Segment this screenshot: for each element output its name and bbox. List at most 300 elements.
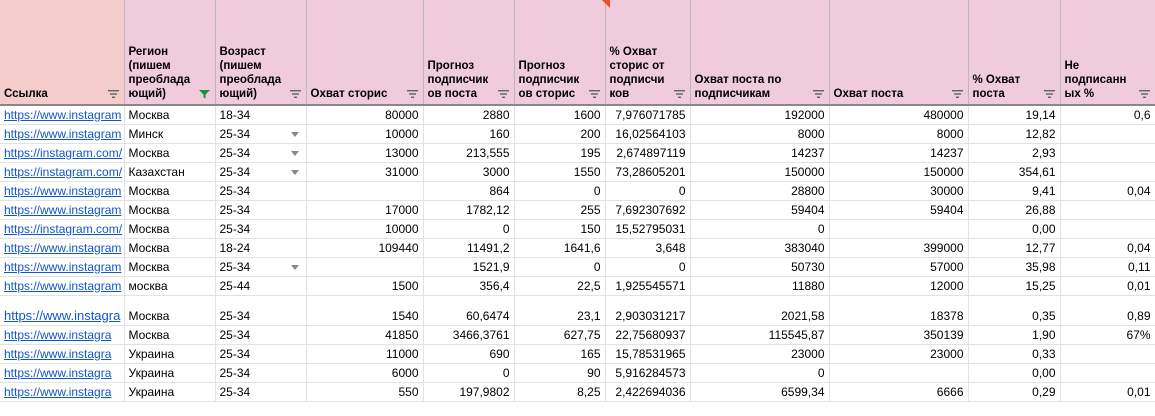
cell-link[interactable]	[0, 219, 124, 238]
cell-post-reach-pct[interactable]	[968, 162, 1060, 181]
cell-post-reach[interactable]	[829, 124, 968, 143]
cell-post-reach[interactable]	[829, 162, 968, 181]
cell-story-reach[interactable]	[306, 143, 423, 162]
cell-age[interactable]	[215, 181, 306, 200]
cell-value: 25-34	[219, 164, 251, 179]
cell-value: 11491,2	[467, 240, 510, 255]
cell-link[interactable]	[0, 363, 124, 382]
cell-value: Москва	[128, 107, 170, 122]
table-row	[0, 181, 1155, 200]
cell-value: Москва	[128, 308, 170, 323]
filter-icon[interactable]	[673, 89, 686, 99]
cell-post-reach[interactable]	[829, 295, 968, 325]
filter-icon[interactable]	[951, 89, 964, 99]
cell-post-forecast[interactable]	[423, 257, 514, 276]
cell-story-forecast[interactable]	[514, 124, 605, 143]
cell-not-subscribed[interactable]	[1060, 257, 1155, 276]
cell-value: 57000	[930, 259, 964, 274]
cell-not-subscribed[interactable]	[1060, 143, 1155, 162]
cell-value: 17000	[385, 202, 419, 217]
cell-post-forecast[interactable]	[423, 124, 514, 143]
cell-region[interactable]	[124, 276, 215, 295]
cell-value: 0,33	[1032, 346, 1056, 361]
cell-value: 25-34	[219, 202, 251, 217]
header-row	[0, 0, 1155, 105]
cell-value: 1521,9	[472, 259, 510, 274]
cell-story-reach[interactable]	[306, 325, 423, 344]
cell-age[interactable]	[215, 238, 306, 257]
cell-not-subscribed[interactable]	[1060, 238, 1155, 257]
cell-region[interactable]	[124, 344, 215, 363]
cell-value: 25-34	[219, 308, 251, 323]
cell-story-reach-pct[interactable]	[605, 143, 690, 162]
cell-value: 13000	[385, 145, 419, 160]
cell-story-reach-pct[interactable]	[605, 181, 690, 200]
cell-post-reach[interactable]	[829, 238, 968, 257]
cell-value: 6599,34	[781, 384, 825, 399]
cell-value: https://www.instagra	[4, 346, 112, 361]
cell-post-forecast[interactable]	[423, 219, 514, 238]
cell-value: 26,88	[1025, 202, 1056, 217]
cell-link[interactable]	[0, 143, 124, 162]
cell-story-forecast[interactable]	[514, 238, 605, 257]
cell-post-reach-pct[interactable]	[968, 325, 1060, 344]
cell-value: 59404	[930, 202, 964, 217]
cell-value: 690	[489, 346, 510, 361]
column-header-label: Возраст (пишем преоблада ющий)	[219, 46, 282, 100]
cell-value: https://www.instagram	[4, 183, 122, 198]
cell-post-reach[interactable]	[829, 181, 968, 200]
cell-story-reach-pct[interactable]	[605, 124, 690, 143]
table-row	[0, 124, 1155, 143]
cell-link[interactable]	[0, 124, 124, 143]
column-header-region[interactable]	[124, 0, 215, 105]
cell-value: Москва	[128, 202, 170, 217]
cell-value: 8,25	[577, 384, 601, 399]
cell-age[interactable]	[215, 344, 306, 363]
cell-post-forecast[interactable]	[423, 276, 514, 295]
cell-value: 195	[580, 145, 601, 160]
cell-region[interactable]	[124, 325, 215, 344]
column-header-post-forecast[interactable]	[423, 0, 514, 105]
cell-value: 150	[580, 221, 601, 236]
cell-post-forecast[interactable]	[423, 105, 514, 124]
cell-value: 8000	[797, 126, 825, 141]
cell-age[interactable]	[215, 200, 306, 219]
cell-value: 192000	[784, 107, 825, 122]
cell-value: https://www.instagra	[4, 307, 121, 323]
cell-post-forecast[interactable]	[423, 181, 514, 200]
cell-not-subscribed[interactable]	[1060, 344, 1155, 363]
cell-story-forecast[interactable]	[514, 363, 605, 382]
cell-story-reach-pct[interactable]	[605, 325, 690, 344]
cell-link[interactable]	[0, 257, 124, 276]
cell-value: 0,01	[1127, 278, 1151, 293]
cell-link[interactable]	[0, 344, 124, 363]
cell-value: 1,90	[1032, 327, 1056, 342]
cell-post-reach-pct[interactable]	[968, 124, 1060, 143]
cell-post-reach-pct[interactable]	[968, 295, 1060, 325]
column-header-label: Охват поста	[833, 88, 904, 100]
cell-value: 0,01	[1127, 384, 1151, 399]
cell-story-reach-pct[interactable]	[605, 295, 690, 325]
cell-story-forecast[interactable]	[514, 276, 605, 295]
cell-story-forecast[interactable]	[514, 344, 605, 363]
cell-link[interactable]	[0, 325, 124, 344]
cell-age[interactable]	[215, 219, 306, 238]
cell-region[interactable]	[124, 363, 215, 382]
column-header-label: Охват поста по подписчикам	[694, 74, 782, 100]
cell-value: https://www.instagram	[4, 259, 122, 274]
cell-region[interactable]	[124, 219, 215, 238]
filter-icon[interactable]	[1138, 89, 1151, 99]
cell-value: 0,89	[1127, 308, 1151, 323]
cell-link[interactable]	[0, 162, 124, 181]
cell-post-forecast[interactable]	[423, 325, 514, 344]
cell-value: 5,916284573	[615, 365, 686, 380]
cell-post-reach-subs[interactable]	[690, 276, 829, 295]
grid-body	[0, 105, 1155, 401]
cell-value: Казахстан	[128, 164, 185, 179]
cell-story-reach[interactable]	[306, 295, 423, 325]
cell-story-reach-pct[interactable]	[605, 382, 690, 401]
cell-age[interactable]	[215, 363, 306, 382]
cell-post-forecast[interactable]	[423, 382, 514, 401]
cell-story-reach-pct[interactable]	[605, 105, 690, 124]
cell-value: 0	[502, 221, 510, 236]
cell-value: 10000	[385, 126, 419, 141]
cell-value: 8000	[936, 126, 964, 141]
cell-story-reach[interactable]	[306, 181, 423, 200]
cell-value: 0	[593, 259, 601, 274]
cell-story-reach-pct[interactable]	[605, 276, 690, 295]
cell-value: 197,9802	[459, 384, 510, 399]
cell-value: 16,02564103	[615, 126, 686, 141]
cell-not-subscribed[interactable]	[1060, 325, 1155, 344]
cell-value: 6666	[936, 384, 964, 399]
cell-value: 3,648	[655, 240, 686, 255]
column-header-post-reach-subs[interactable]	[690, 0, 829, 105]
filter-icon[interactable]	[289, 89, 302, 99]
cell-region[interactable]	[124, 382, 215, 401]
cell-value: 9,41	[1032, 183, 1056, 198]
cell-value: 3000	[482, 164, 510, 179]
cell-value: 28800	[791, 183, 825, 198]
cell-story-forecast[interactable]	[514, 162, 605, 181]
cell-value: 1540	[391, 308, 419, 323]
cell-age[interactable]	[215, 162, 306, 181]
cell-post-reach-pct[interactable]	[968, 382, 1060, 401]
cell-not-subscribed[interactable]	[1060, 276, 1155, 295]
filter-active-icon[interactable]	[198, 89, 211, 99]
column-header-label: Регион (пишем преоблада ющий)	[128, 46, 191, 100]
table-row	[0, 325, 1155, 344]
cell-post-reach-pct[interactable]	[968, 276, 1060, 295]
cell-value: 356,4	[479, 278, 510, 293]
cell-value: 2021,58	[781, 308, 825, 323]
column-header-label: Прогноз подписчик ов поста	[427, 60, 489, 100]
filter-icon[interactable]	[1043, 89, 1056, 99]
cell-region[interactable]	[124, 162, 215, 181]
cell-age[interactable]	[215, 276, 306, 295]
cell-story-reach[interactable]	[306, 363, 423, 382]
filter-icon[interactable]	[107, 89, 120, 99]
cell-story-forecast[interactable]	[514, 382, 605, 401]
cell-value: 15,52795031	[615, 221, 686, 236]
table-row	[0, 238, 1155, 257]
cell-value: 0	[817, 221, 825, 236]
cell-post-forecast[interactable]	[423, 143, 514, 162]
cell-value: 115545,87	[768, 327, 825, 342]
cell-story-reach-pct[interactable]	[605, 363, 690, 382]
column-header-post-reach-pct[interactable]	[968, 0, 1060, 105]
cell-value: москва	[128, 278, 168, 293]
cell-value: 25-34	[219, 183, 251, 198]
cell-value: 7,976071785	[615, 107, 686, 122]
dropdown-arrow-icon[interactable]	[291, 151, 299, 156]
column-header-story-reach[interactable]	[306, 0, 423, 105]
table-row	[0, 382, 1155, 401]
cell-not-subscribed[interactable]	[1060, 363, 1155, 382]
column-header-story-forecast[interactable]	[514, 0, 605, 105]
cell-not-subscribed[interactable]	[1060, 162, 1155, 181]
cell-post-reach[interactable]	[829, 105, 968, 124]
cell-value: 25-34	[219, 145, 251, 160]
cell-post-reach-subs[interactable]	[690, 181, 829, 200]
column-header-label: Ссылка	[4, 88, 48, 100]
cell-post-forecast[interactable]	[423, 200, 514, 219]
cell-not-subscribed[interactable]	[1060, 124, 1155, 143]
cell-post-reach-pct[interactable]	[968, 143, 1060, 162]
column-header-label: % Охват поста	[972, 74, 1021, 100]
cell-link[interactable]	[0, 181, 124, 200]
cell-post-reach-pct[interactable]	[968, 238, 1060, 257]
cell-post-reach-pct[interactable]	[968, 105, 1060, 124]
column-header-story-reach-pct[interactable]	[605, 0, 690, 105]
cell-story-reach[interactable]	[306, 382, 423, 401]
cell-post-forecast[interactable]	[423, 295, 514, 325]
cell-not-subscribed[interactable]	[1060, 181, 1155, 200]
cell-story-forecast[interactable]	[514, 181, 605, 200]
cell-value: https://www.instagra	[4, 327, 112, 342]
cell-post-reach-pct[interactable]	[968, 257, 1060, 276]
cell-story-reach-pct[interactable]	[605, 200, 690, 219]
cell-post-reach-subs[interactable]	[690, 344, 829, 363]
cell-value: Минск	[128, 126, 164, 141]
cell-value: 1641,6	[563, 240, 601, 255]
cell-value: 150000	[923, 164, 964, 179]
cell-value: 1550	[573, 164, 601, 179]
cell-story-forecast[interactable]	[514, 105, 605, 124]
cell-post-reach[interactable]	[829, 325, 968, 344]
cell-post-reach-subs[interactable]	[690, 200, 829, 219]
dropdown-arrow-icon[interactable]	[291, 265, 299, 270]
cell-story-reach-pct[interactable]	[605, 162, 690, 181]
cell-value: 25-34	[219, 221, 251, 236]
cell-value: 31000	[385, 164, 419, 179]
cell-region[interactable]	[124, 124, 215, 143]
cell-value: 22,5	[577, 278, 601, 293]
cell-value: https://www.instagram	[4, 126, 122, 141]
cell-post-reach[interactable]	[829, 143, 968, 162]
cell-link[interactable]	[0, 105, 124, 124]
cell-value: 22,75680937	[615, 327, 686, 342]
cell-post-reach-subs[interactable]	[690, 257, 829, 276]
cell-value: Украина	[128, 346, 175, 361]
cell-post-reach-subs[interactable]	[690, 325, 829, 344]
cell-story-reach[interactable]	[306, 200, 423, 219]
cell-story-reach[interactable]	[306, 276, 423, 295]
cell-value: 41850	[385, 327, 419, 342]
cell-post-forecast[interactable]	[423, 363, 514, 382]
cell-value: 12,82	[1025, 126, 1056, 141]
column-header-age[interactable]	[215, 0, 306, 105]
cell-post-reach-pct[interactable]	[968, 344, 1060, 363]
cell-value: 399000	[923, 240, 964, 255]
cell-value: 23000	[791, 346, 825, 361]
cell-region[interactable]	[124, 257, 215, 276]
cell-value: 0,29	[1032, 384, 1056, 399]
cell-post-forecast[interactable]	[423, 238, 514, 257]
cell-age[interactable]	[215, 382, 306, 401]
cell-region[interactable]	[124, 200, 215, 219]
column-header-label: % Охват сторис от подписчи ков	[609, 46, 665, 100]
cell-post-reach-subs[interactable]	[690, 143, 829, 162]
cell-post-reach-subs[interactable]	[690, 105, 829, 124]
filter-icon[interactable]	[406, 89, 419, 99]
cell-link[interactable]	[0, 200, 124, 219]
cell-story-reach[interactable]	[306, 344, 423, 363]
cell-value: 0,35	[1032, 308, 1056, 323]
cell-story-reach[interactable]	[306, 238, 423, 257]
cell-link[interactable]	[0, 276, 124, 295]
cell-link[interactable]	[0, 238, 124, 257]
cell-value: 12000	[930, 278, 964, 293]
cell-story-forecast[interactable]	[514, 257, 605, 276]
cell-not-subscribed[interactable]	[1060, 295, 1155, 325]
cell-story-reach[interactable]	[306, 124, 423, 143]
cell-post-reach-pct[interactable]	[968, 200, 1060, 219]
cell-age[interactable]	[215, 325, 306, 344]
cell-story-forecast[interactable]	[514, 200, 605, 219]
cell-region[interactable]	[124, 181, 215, 200]
cell-value: 23000	[930, 346, 964, 361]
cell-value: 0,04	[1127, 240, 1151, 255]
cell-post-reach-subs[interactable]	[690, 382, 829, 401]
column-header-not-subscribed[interactable]	[1060, 0, 1155, 105]
filter-icon[interactable]	[497, 89, 510, 99]
cell-post-reach-pct[interactable]	[968, 363, 1060, 382]
cell-value: https://instagram.com/	[4, 145, 123, 160]
column-header-post-reach[interactable]	[829, 0, 968, 105]
cell-story-reach-pct[interactable]	[605, 257, 690, 276]
cell-story-forecast[interactable]	[514, 143, 605, 162]
cell-value: 354,61	[1018, 164, 1056, 179]
cell-value: 6000	[391, 365, 419, 380]
cell-post-reach[interactable]	[829, 276, 968, 295]
cell-age[interactable]	[215, 295, 306, 325]
cell-post-reach-subs[interactable]	[690, 124, 829, 143]
filter-icon[interactable]	[588, 89, 601, 99]
cell-value: 2,93	[1032, 145, 1056, 160]
cell-story-reach[interactable]	[306, 105, 423, 124]
cell-story-reach[interactable]	[306, 257, 423, 276]
cell-value: 25-34	[219, 365, 251, 380]
comment-marker[interactable]	[602, 0, 610, 8]
table-row	[0, 105, 1155, 124]
cell-post-reach[interactable]	[829, 200, 968, 219]
cell-story-forecast[interactable]	[514, 295, 605, 325]
cell-post-reach[interactable]	[829, 219, 968, 238]
cell-post-forecast[interactable]	[423, 344, 514, 363]
cell-story-reach-pct[interactable]	[605, 344, 690, 363]
cell-story-reach[interactable]	[306, 162, 423, 181]
cell-not-subscribed[interactable]	[1060, 382, 1155, 401]
cell-value: Украина	[128, 384, 175, 399]
cell-age[interactable]	[215, 257, 306, 276]
cell-value: 14237	[930, 145, 964, 160]
cell-story-reach-pct[interactable]	[605, 238, 690, 257]
cell-region[interactable]	[124, 295, 215, 325]
cell-not-subscribed[interactable]	[1060, 200, 1155, 219]
cell-not-subscribed[interactable]	[1060, 105, 1155, 124]
cell-age[interactable]	[215, 105, 306, 124]
cell-value: Москва	[128, 259, 170, 274]
cell-value: 30000	[930, 183, 964, 198]
cell-story-forecast[interactable]	[514, 325, 605, 344]
cell-post-reach[interactable]	[829, 363, 968, 382]
cell-not-subscribed[interactable]	[1060, 219, 1155, 238]
cell-post-reach-pct[interactable]	[968, 219, 1060, 238]
cell-region[interactable]	[124, 105, 215, 124]
cell-post-reach-subs[interactable]	[690, 295, 829, 325]
cell-value: 350139	[923, 327, 964, 342]
cell-value: 200	[580, 126, 601, 141]
cell-post-reach-subs[interactable]	[690, 219, 829, 238]
cell-value: 90	[587, 365, 601, 380]
cell-post-forecast[interactable]	[423, 162, 514, 181]
cell-post-reach[interactable]	[829, 344, 968, 363]
cell-post-reach-subs[interactable]	[690, 363, 829, 382]
table-row	[0, 257, 1155, 276]
cell-value: 2,903031217	[615, 308, 686, 323]
cell-story-forecast[interactable]	[514, 219, 605, 238]
cell-story-reach[interactable]	[306, 219, 423, 238]
cell-post-reach-subs[interactable]	[690, 238, 829, 257]
cell-value: 12,77	[1025, 240, 1056, 255]
column-header-label: Охват сторис	[310, 88, 388, 100]
table-row	[0, 276, 1155, 295]
column-header-link[interactable]	[0, 0, 124, 105]
dropdown-arrow-icon[interactable]	[291, 132, 299, 137]
cell-region[interactable]	[124, 143, 215, 162]
cell-post-reach-subs[interactable]	[690, 162, 829, 181]
dropdown-arrow-icon[interactable]	[291, 170, 299, 175]
cell-value: 0	[502, 365, 510, 380]
cell-link[interactable]	[0, 382, 124, 401]
cell-age[interactable]	[215, 143, 306, 162]
cell-post-reach[interactable]	[829, 257, 968, 276]
filter-icon[interactable]	[812, 89, 825, 99]
cell-age[interactable]	[215, 124, 306, 143]
cell-value: 25-34	[219, 384, 251, 399]
cell-value: 3466,3761	[452, 327, 510, 342]
cell-post-reach[interactable]	[829, 382, 968, 401]
cell-region[interactable]	[124, 238, 215, 257]
cell-story-reach-pct[interactable]	[605, 219, 690, 238]
cell-link[interactable]	[0, 295, 124, 325]
cell-post-reach-pct[interactable]	[968, 181, 1060, 200]
